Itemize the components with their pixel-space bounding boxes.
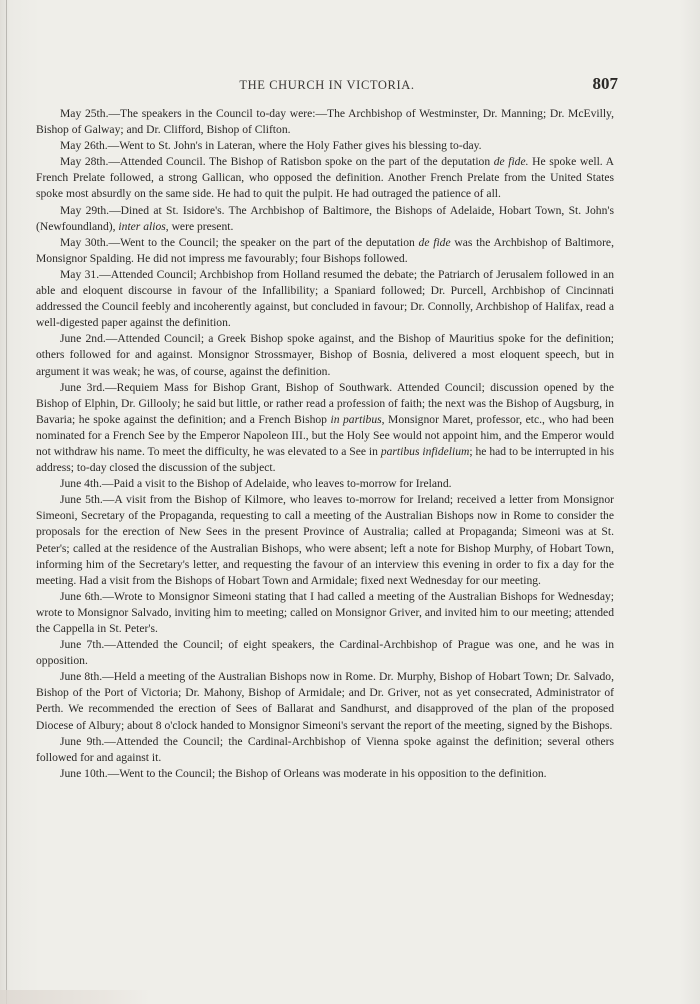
entry-text: June 2nd.—Attended Council; a Greek Bishop spoke against, and the Bishop of Mauritius spoke for the definition; others followed for and against. Monsignor Strossmayer, Bishop of Bosnia, delivered a most eloquent speech, but in argument it was weak; he was, of course, against the definition.: [36, 332, 614, 378]
entry-text: May 31.—Attended Council; Archbishop from Holland resumed the debate; the Patriarch of Jerusalem followed in an able and eloquent discourse in favour of the Infallibility; a Spaniard followed; Dr. Purcell, Archbishop of Cincinnati addressed the Council feebly and incoherently against, but concluded in favour; Dr. Connolly, Archbishop of Halifax, read a well-digested paper against the definition.: [36, 267, 614, 330]
entry-text: May 26th.—Went to St. John's in Lateran, where the Holy Father gives his blessing to-day.: [60, 139, 482, 153]
diary-entry: [36, 138, 614, 154]
diary-entry: [36, 331, 614, 379]
entry-text: He spoke well. A French Prelate followed, a strong Gallican, who opposed the definition. Another French Prelate from the United States spoke most absurdly on the same side. He had to quit the pulpit. He had outraged the patience of all.: [36, 155, 615, 201]
entry-text: June 7th.—Attended the Council; of eight speakers, the Cardinal-Archbishop of Prague was one, and he was in opposition.: [36, 638, 614, 668]
diary-entry: [36, 235, 614, 267]
entry-text: May 25th.—The speakers in the Council to-day were:—The Archbishop of Westminster, Dr. Manning; Dr. McEvilly, Bishop of Galway; and Dr. Clifford, Bishop of Clifton.: [36, 107, 614, 137]
diary-entry: [36, 380, 614, 477]
entry-text: June 3rd.—Requiem Mass for Bishop Grant, Bishop of Southwark. Attended Council; discussion opened by the Bishop of Elphin, Dr. Gillooly; he said but little, or rather read a profession of faith; the next was the Bishop of Augsburg, in Bavaria; he spoke against the definition; and a French Bishop: [36, 380, 614, 426]
diary-entry: [36, 476, 614, 492]
entry-text: May 28th.—Attended Council. The Bishop of Ratisbon spoke on the part of the deputation: [60, 155, 494, 169]
page-edge-shadow: [6, 0, 7, 1004]
diary-entry: [36, 766, 614, 782]
entry-text: , Monsignor Maret, professor, etc., who had been nominated for a French See by the Emperor Napoleon III., but the Holy See would not appoint him, and the Emperor would not withdraw his name. To meet the difficulty, he was elevated to a See in: [36, 412, 614, 458]
entry-text: , were present.: [165, 219, 234, 233]
diary-entry: [36, 734, 614, 766]
entry-text: June 8th.—Held a meeting of the Australian Bishops now in Rome. Dr. Murphy, Bishop of Hobart Town; Dr. Salvado, Bishop of the Port of Victoria; Dr. Mahony, Bishop of Armidale; and Dr. Griver, not as yet consecrated, Administrator of Perth. We recommended the erection of Sees of Ballarat and Sandhurst, and disapproved of the plan of the proposed Diocese of Albury; about 8 o'clock handed to Monsignor Simeoni's servant the report of the meeting, signed by the Bishops.: [36, 670, 614, 732]
running-title: THE CHURCH IN VICTORIA.: [239, 78, 415, 92]
diary-entry: [36, 203, 614, 235]
diary-entry: [36, 267, 614, 331]
latin-phrase: partibus infidelium: [380, 444, 470, 458]
entry-text: June 6th.—Wrote to Monsignor Simeoni stating that I had called a meeting of the Australian Bishops for Wednesday; wrote to Monsignor Salvado, inviting him to meeting; called on Monsignor Griver, and invited him to our meeting; attended the Cappella in St. Peter's.: [36, 589, 614, 635]
entry-text: June 10th.—Went to the Council; the Bishop of Orleans was moderate in his opposition to the definition.: [60, 766, 547, 780]
latin-phrase: in partibus: [330, 412, 382, 426]
page-header: [36, 74, 618, 96]
diary-entry: [36, 106, 614, 138]
diary-text: [36, 106, 614, 782]
diary-entry: [36, 637, 614, 669]
entry-text: May 29th.—Dined at St. Isidore's. The Archbishop of Baltimore, the Bishops of Adelaide, Hobart Town, St. John's (Newfoundland),: [36, 203, 614, 233]
entry-text: ; he had to be interrupted in his address; to-day closed the discussion of the subject.: [36, 444, 614, 475]
diary-entry: [36, 492, 614, 589]
diary-entry: [36, 154, 614, 202]
latin-phrase: de fide.: [493, 155, 529, 169]
diary-entry: [36, 669, 614, 733]
paper-stain: [0, 990, 150, 1004]
entry-text: May 30th.—Went to the Council; the speaker on the part of the deputation: [60, 235, 419, 249]
latin-phrase: de fide: [418, 235, 451, 249]
latin-phrase: inter alios: [118, 219, 166, 233]
diary-entry: [36, 589, 614, 637]
entry-text: June 4th.—Paid a visit to the Bishop of Adelaide, who leaves to-morrow for Ireland.: [60, 477, 452, 491]
entry-text: was the Archbishop of Baltimore, Monsignor Spalding. He did not impress me favourably; four Bishops followed.: [36, 235, 614, 265]
entry-text: June 5th.—A visit from the Bishop of Kilmore, who leaves to-morrow for Ireland; received a letter from Monsignor Simeoni, Secretary of the Propaganda, requesting to call a meeting of the Australian Bishops now in Rome to consider the proposals for the erection of New Sees in the present Province of Australia; called at Propaganda; Simeoni was at St. Peter's; called at the residence of the Australian Bishops, who were absent; left a note for Bishop Murphy, of Hobart Town, informing him of the Secretary's letter, and requesting the favour of an interview this evening in order to fix a day for the meeting. Had a visit from the Bishops of Hobart Town and Armidale; fixed next Wednesday for our meeting.: [36, 493, 614, 587]
page-number: 807: [592, 74, 618, 93]
entry-text: June 9th.—Attended the Council; the Cardinal-Archbishop of Vienna spoke against the definition; several others followed for and against it.: [36, 734, 614, 764]
